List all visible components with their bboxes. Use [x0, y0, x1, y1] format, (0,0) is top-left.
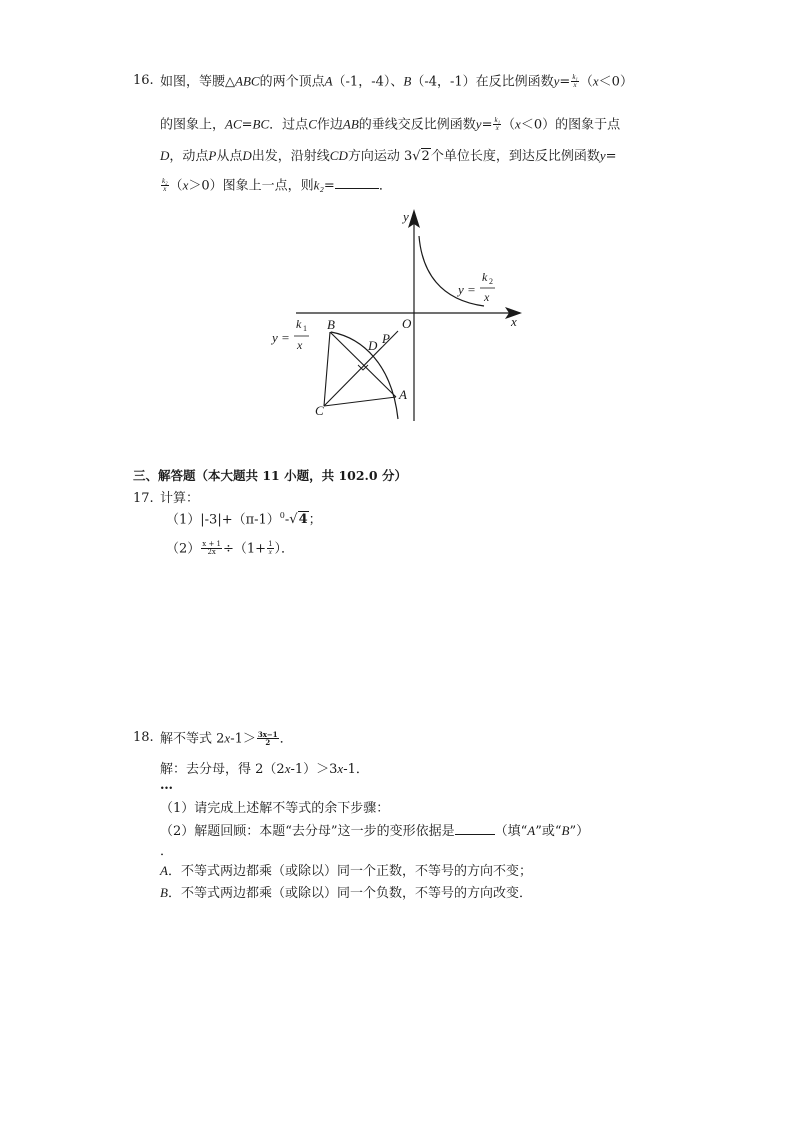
question-number: 18.: [133, 730, 154, 745]
step-2: （2）解题回顾：本题“去分母”这一步的变形依据是 （填“A”或“B”）: [160, 823, 590, 839]
step-2-period: ．: [160, 844, 174, 859]
label-B: B: [327, 317, 335, 332]
equation-left-k1: [270, 317, 309, 352]
label-C: C: [315, 403, 324, 418]
label-D: D: [368, 338, 378, 353]
section-heading: 三、解答题（本大题共 11 小题，共 102.0 分）: [133, 468, 407, 483]
question-number: 17.: [133, 491, 154, 506]
question-16-line-1: 如图，等腰△ABC的两个顶点A（-1，-4）、B（-4，-1）在反比例函数y= $\frac{\text{k₁}}{x}$ （x＜0）: [160, 73, 633, 90]
label-x: x: [511, 314, 517, 329]
question-17-title: 计算：: [160, 491, 200, 506]
equation-right-k2: [456, 270, 495, 304]
segment-CA: [324, 397, 396, 406]
label-y: y: [403, 209, 409, 224]
question-18-title: 解不等式 2x-1＞ $\frac{3x-1}{2}$ ．: [160, 730, 293, 748]
question-16-line-3: D，动点P从点D出发，沿射线CD方向运动 3√2个单位长度，到达反比例函数y=: [160, 148, 617, 164]
svg-text:x: x: [484, 290, 490, 304]
answer-blank: [455, 824, 495, 835]
label-O: O: [402, 316, 412, 331]
fraction-1-over-x: $\frac{1}{x}$: [268, 540, 273, 557]
fraction-k2-over-x: $\frac{\text{k₂}}{x}$: [162, 177, 168, 194]
ellipsis: …: [160, 778, 173, 793]
svg-text:y =: y =: [272, 330, 290, 345]
svg-text:k: k: [296, 317, 302, 331]
sqrt-symbol: √2: [412, 149, 430, 164]
question-number: 16.: [133, 73, 154, 88]
svg-text:x: x: [297, 338, 303, 352]
option-A: A．不等式两边都乘（或除以）同一个正数，不等号的方向不变；: [160, 863, 532, 879]
segment-BC: [324, 332, 330, 406]
question-16-line-2: 的图象上，AC=BC．过点C作边AB的垂线交反比例函数y= $\frac{\text{k₁}}{x}$ （x＜0）的图象于点: [160, 116, 621, 133]
sqrt-symbol: √4: [289, 512, 308, 528]
solution-line: 解：去分母，得 2（2x-1）＞3x-1．: [160, 761, 369, 777]
label-P: P: [382, 331, 390, 346]
fraction-k1-over-x: $\frac{\text{k₁}}{x}$: [572, 73, 578, 90]
svg-text:2: 2: [489, 277, 493, 286]
fraction-x-plus-1-over-2x: $\frac{x + 1}{2x}$: [202, 540, 221, 557]
svg-text:y =: y =: [458, 282, 476, 297]
step-1: （1）请完成上述解不等式的余下步骤：: [160, 801, 390, 816]
question-16-line-4: $\frac{\text{k₂}}{x}$ （x＞0）图象上一点，则k₂= ．: [162, 177, 392, 194]
question-17-part-2: （2） $\frac{x + 1}{2x}$ ÷（1+ $\frac{1}{x}$ ）．: [166, 540, 295, 557]
label-A: A: [399, 387, 407, 402]
fraction-3x-minus-1-over-2: $\frac{3x-1}{2}$: [257, 730, 278, 748]
fraction-k1-over-x-2: $\frac{\text{k₁}}{x}$: [494, 116, 501, 133]
svg-text:1: 1: [303, 324, 307, 333]
option-B: B．不等式两边都乘（或除以）同一个负数，不等号的方向改变．: [160, 885, 532, 901]
svg-text:k: k: [482, 270, 488, 284]
question-17-part-1: $(1)|-3|+(\pi-1)^0-√4$；: [166, 511, 322, 528]
